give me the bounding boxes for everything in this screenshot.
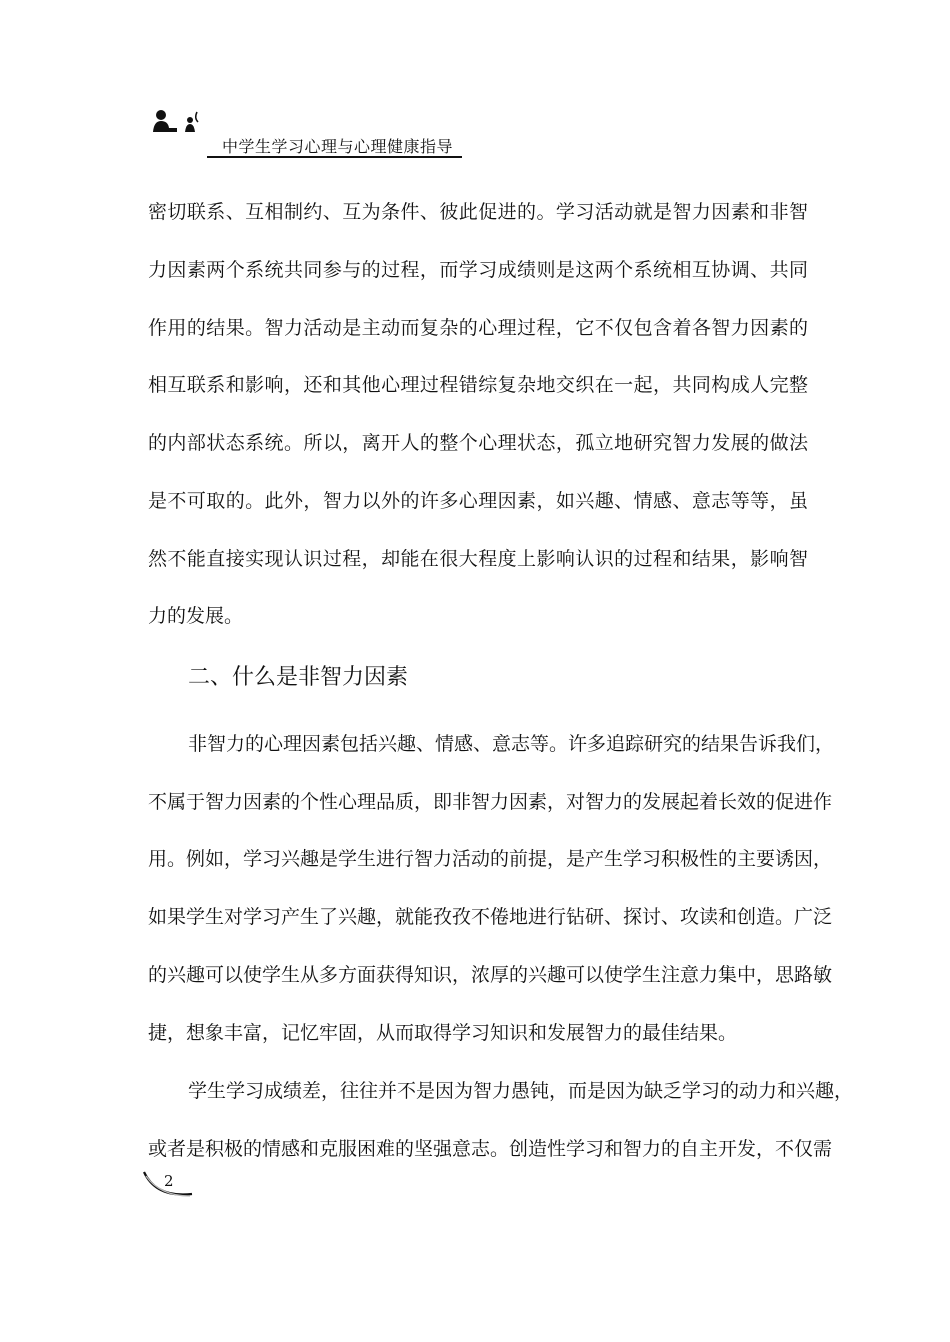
text-line: 然不能直接实现认识过程，却能在很大程度上影响认识的过程和结果，影响智	[148, 548, 808, 570]
text-line: 非智力的心理因素包括兴趣、情感、意志等。许多追踪研究的结果告诉我们，	[188, 733, 835, 755]
text-line: 作用的结果。智力活动是主动而复杂的心理过程，它不仅包含着各智力因素的	[148, 317, 808, 339]
text-line: 密切联系、互相制约、互为条件、彼此促进的。学习活动就是智力因素和非智	[148, 201, 808, 223]
header-logo-icon	[150, 108, 202, 134]
text-line: 的内部状态系统。所以，离开人的整个心理状态，孤立地研究智力发展的做法	[148, 432, 808, 454]
text-line: 相互联系和影响，还和其他心理过程错综复杂地交织在一起，共同构成人完整	[148, 374, 808, 396]
text-line: 不属于智力因素的个性心理品质，即非智力因素，对智力的发展起着长效的促进作	[148, 791, 833, 813]
page-number: 2	[164, 1172, 174, 1190]
text-line: 如果学生对学习产生了兴趣，就能孜孜不倦地进行钻研、探讨、攻读和创造。广泛	[148, 906, 833, 928]
text-line: 力因素两个系统共同参与的过程，而学习成绩则是这两个系统相互协调、共同	[148, 259, 808, 281]
text-line: 力的发展。	[148, 605, 244, 627]
text-line: 学生学习成绩差，往往并不是因为智力愚钝，而是因为缺乏学习的动力和兴趣，	[188, 1080, 854, 1102]
text-line: 捷，想象丰富，记忆牢固，从而取得学习知识和发展智力的最佳结果。	[148, 1022, 738, 1044]
text-line: 的兴趣可以使学生从多方面获得知识，浓厚的兴趣可以使学生注意力集中，思路敏	[148, 964, 833, 986]
text-line: 用。例如，学习兴趣是学生进行智力活动的前提，是产生学习积极性的主要诱因，	[148, 848, 833, 870]
text-line: 是不可取的。此外，智力以外的许多心理因素，如兴趣、情感、意志等等，虽	[148, 490, 808, 512]
section-heading: 二、什么是非智力因素	[188, 665, 409, 690]
text-line: 或者是积极的情感和克服困难的坚强意志。创造性学习和智力的自主开发，不仅需	[148, 1138, 833, 1160]
header-rule	[207, 156, 462, 158]
header-title: 中学生学习心理与心理健康指导	[222, 137, 454, 156]
